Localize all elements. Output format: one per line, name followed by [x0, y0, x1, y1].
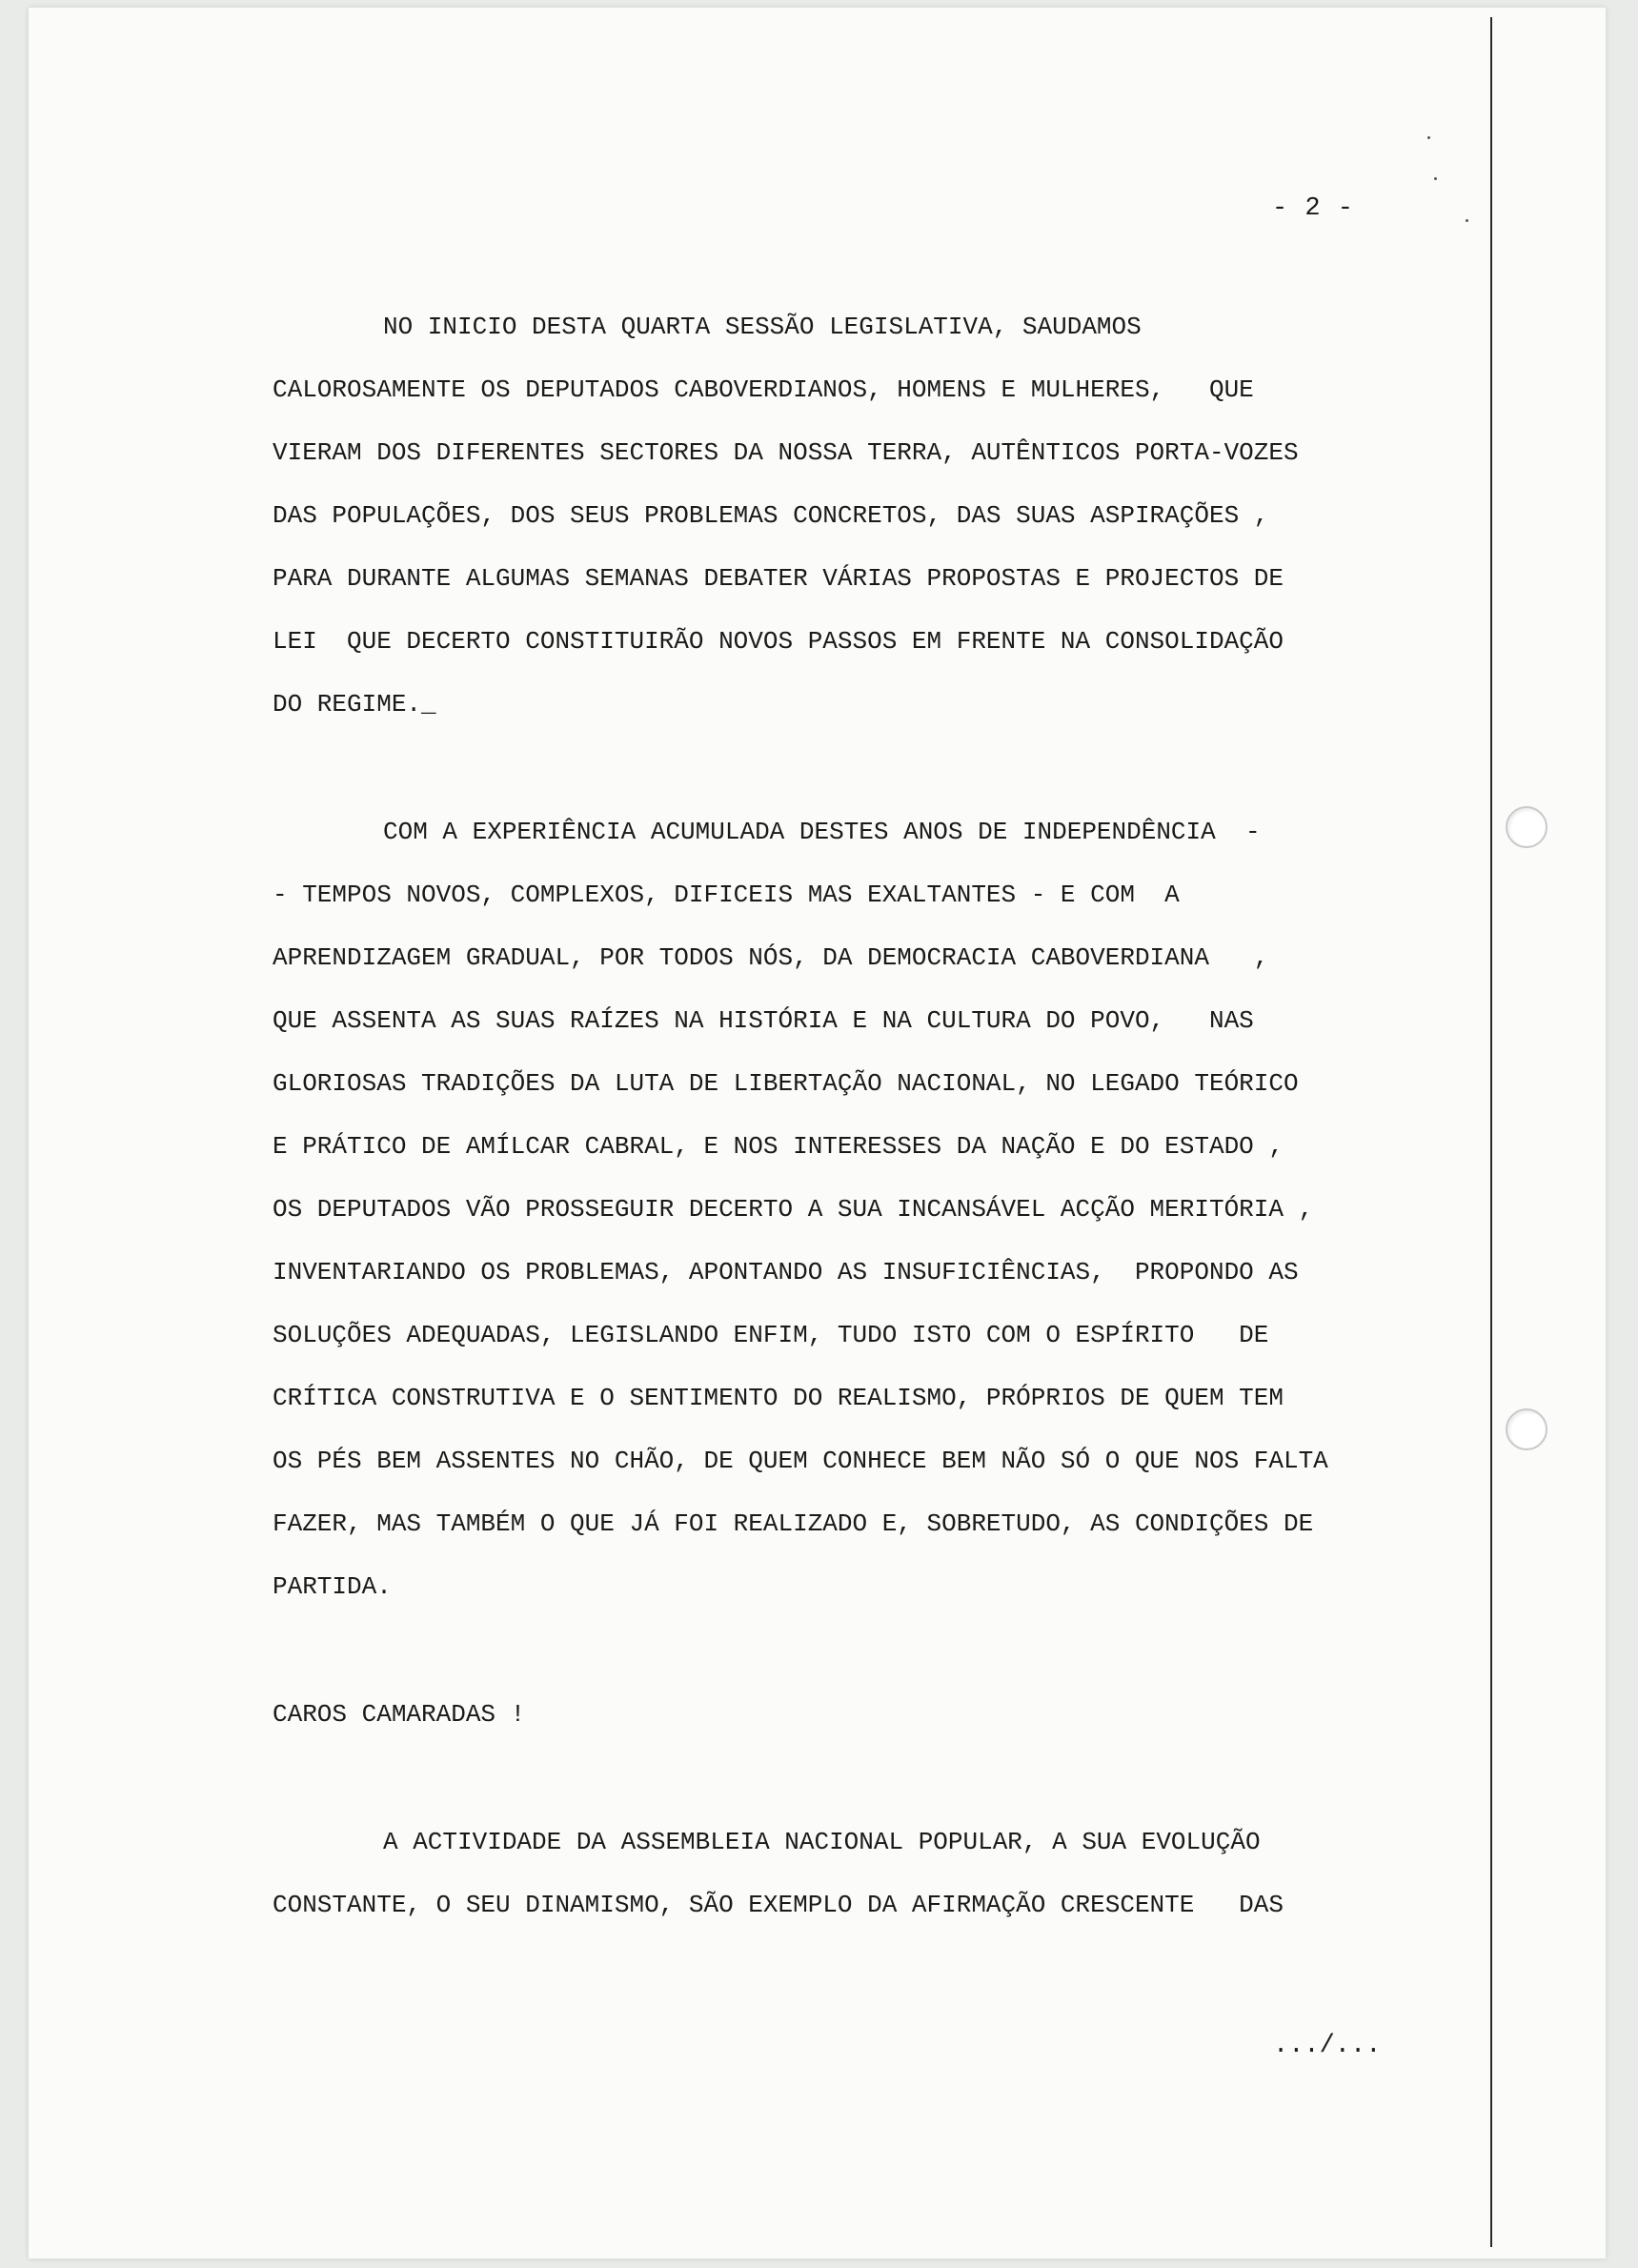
- text-line: A ACTIVIDADE DA ASSEMBLEIA NACIONAL POPULAR, A SUA EVOLUÇÃO: [383, 1828, 1261, 1856]
- text-line: PARA DURANTE ALGUMAS SEMANAS DEBATER VÁRIAS PROPOSTAS E PROJECTOS DE: [273, 564, 1284, 593]
- text-line: SOLUÇÕES ADEQUADAS, LEGISLANDO ENFIM, TUDO ISTO COM O ESPÍRITO DE: [273, 1321, 1269, 1349]
- text-line: VIERAM DOS DIFERENTES SECTORES DA NOSSA TERRA, AUTÊNTICOS PORTA-VOZES: [273, 438, 1299, 467]
- text-line: - TEMPOS NOVOS, COMPLEXOS, DIFICEIS MAS EXALTANTES - E COM A: [273, 881, 1180, 909]
- speck: [1427, 136, 1430, 139]
- text-line: COM A EXPERIÊNCIA ACUMULADA DESTES ANOS DE INDEPENDÊNCIA -: [383, 818, 1261, 846]
- page-number: - 2 -: [1272, 194, 1355, 223]
- text-line: OS PÉS BEM ASSENTES NO CHÃO, DE QUEM CONHECE BEM NÃO SÓ O QUE NOS FALTA: [273, 1447, 1328, 1475]
- text-line: CRÍTICA CONSTRUTIVA E O SENTIMENTO DO REALISMO, PRÓPRIOS DE QUEM TEM: [273, 1384, 1284, 1412]
- punch-hole: [1506, 806, 1547, 848]
- text-line: APRENDIZAGEM GRADUAL, POR TODOS NÓS, DA DEMOCRACIA CABOVERDIANA ,: [273, 943, 1269, 972]
- salutation: CAROS CAMARADAS !: [273, 1700, 526, 1729]
- text-line: E PRÁTICO DE AMÍLCAR CABRAL, E NOS INTERESSES DA NAÇÃO E DO ESTADO ,: [273, 1132, 1284, 1161]
- text-line: FAZER, MAS TAMBÉM O QUE JÁ FOI REALIZADO E, SOBRETUDO, AS CONDIÇÕES DE: [273, 1509, 1314, 1538]
- text-line: DAS POPULAÇÕES, DOS SEUS PROBLEMAS CONCRETOS, DAS SUAS ASPIRAÇÕES ,: [273, 501, 1269, 530]
- page-edge-line: [1490, 17, 1492, 2247]
- punch-hole: [1506, 1408, 1547, 1450]
- text-line: PARTIDA.: [273, 1572, 392, 1601]
- text-line: OS DEPUTADOS VÃO PROSSEGUIR DECERTO A SUA INCANSÁVEL ACÇÃO MERITÓRIA ,: [273, 1195, 1314, 1224]
- text-line: GLORIOSAS TRADIÇÕES DA LUTA DE LIBERTAÇÃO NACIONAL, NO LEGADO TEÓRICO: [273, 1069, 1299, 1098]
- text-line: NO INICIO DESTA QUARTA SESSÃO LEGISLATIVA, SAUDAMOS: [383, 313, 1142, 341]
- document-page: [29, 8, 1606, 2258]
- text-line: QUE ASSENTA AS SUAS RAÍZES NA HISTÓRIA E NA CULTURA DO POVO, NAS: [273, 1006, 1254, 1035]
- text-line: CALOROSAMENTE OS DEPUTADOS CABOVERDIANOS, HOMENS E MULHERES, QUE: [273, 375, 1254, 404]
- speck: [1434, 177, 1437, 180]
- continuation-mark: .../...: [1273, 2032, 1382, 2060]
- text-line: DO REGIME._: [273, 690, 436, 719]
- text-line: INVENTARIANDO OS PROBLEMAS, APONTANDO AS INSUFICIÊNCIAS, PROPONDO AS: [273, 1258, 1299, 1286]
- text-line: LEI QUE DECERTO CONSTITUIRÃO NOVOS PASSOS EM FRENTE NA CONSOLIDAÇÃO: [273, 627, 1284, 656]
- speck: [1466, 219, 1468, 222]
- text-line: CONSTANTE, O SEU DINAMISMO, SÃO EXEMPLO DA AFIRMAÇÃO CRESCENTE DAS: [273, 1891, 1284, 1919]
